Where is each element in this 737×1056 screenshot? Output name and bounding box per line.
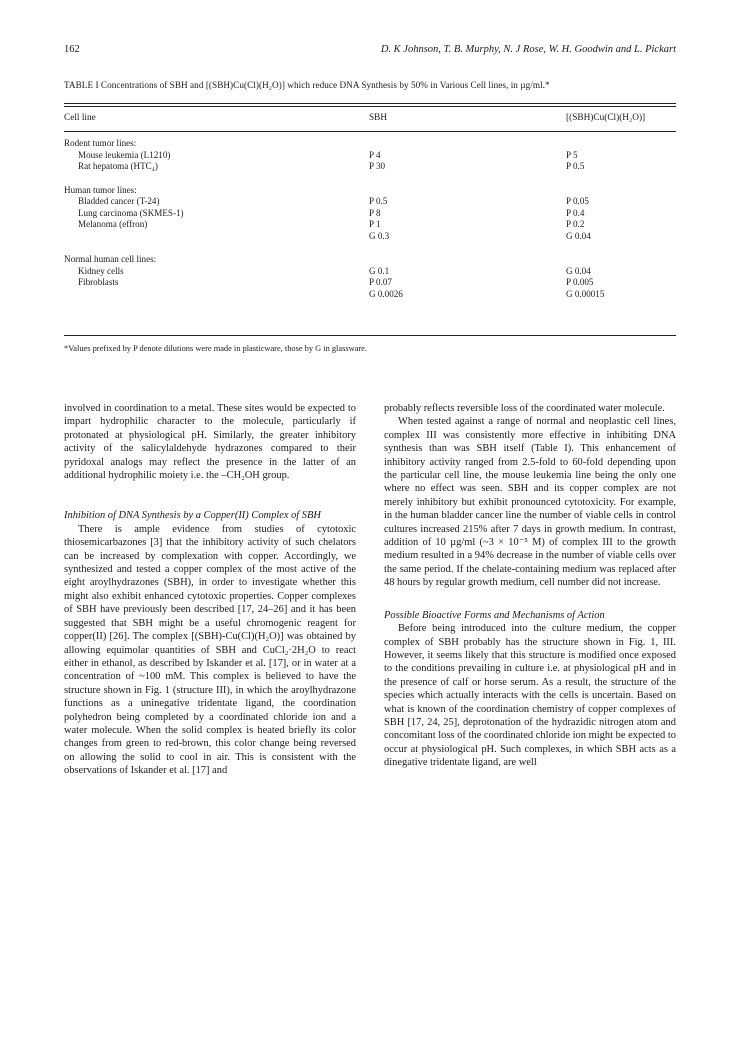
- cell-sbh: P 1: [369, 219, 381, 229]
- table-row: [64, 208, 676, 220]
- running-head: [64, 44, 676, 55]
- cell-complex: G 0.04: [566, 230, 591, 241]
- paragraph: There is ample evidence from studies of cytotoxic thiosemicarbazones [3] that the inhibitory activity of such chelators can be increased by complexation with copper. Accordingly, we synthesized and tested a copper complex of the most active of the eight aroylhydrazones (SBH), in order to investigate whether this might also exhibit enhanced cytotoxic properties. Copper complexes of SBH have previously been described [17, 24–26] and it has been suggested that SBH might be a useful chromogenic reagent for copper(II) [26]. The complex [(SBH)-Cu(Cl)(H₂O)] was obtained by allowing equimolar quantities of SBH and CuCl₂·2H₂O to react either in ethanol, as described by Iskander et al. [17], or in water at a concentration of ~100 mM. This complex is believed to have the structure shown in Fig. 1 (structure III), in which the aroylhydrazone functions as a uninegative tridentate ligand, the coordination polyhedron being completed by a coordinated chloride ion and a water molecule. When the solid complex is heated briefly its color changes from green to red-brown, this color change being reversed on allowing the solid to cool in air. This is consistent with the observations of Iskander et al. [17] and: [64, 523, 356, 777]
- table-row: [64, 231, 676, 243]
- cell-sbh: P 0.5: [369, 196, 388, 206]
- cell-complex: P 0.2: [566, 219, 585, 229]
- table-row: [64, 196, 676, 208]
- cell-complex: P 0.05: [566, 196, 589, 206]
- table-group-heading: Normal human cell lines:: [64, 254, 157, 264]
- table-body: [64, 138, 676, 300]
- running-head-authors: D. K Johnson, T. B. Murphy, N. J Rose, W. H. Goodwin and L. Pickart: [380, 44, 676, 55]
- table-header-rule: [64, 131, 676, 132]
- section-heading: Inhibition of DNA Synthesis by a Copper(II) Complex of SBH: [64, 510, 321, 522]
- cell-sbh: P 4: [369, 149, 381, 160]
- paragraph: When tested against a range of normal and neoplastic cell lines, complex III was consistently more effective in inhibiting DNA synthesis than was SBH itself (Table I). This enhancement of inhibitory activity ranged from 2.5-fold to 60-fold depending upon the particular cell line, the mouse leukemia line being the only one where no effect was seen. SBH and its copper complex are not merely inhibitory but exhibit pronounced cytotoxicity. For example, in the human bladder cancer line the number of viable cells in control cultures increased 215% after 7 days in growth medium. In contrast, addition of 10 µg/ml (~3 × 10⁻⁵ M) of complex III to the growth medium resulted in a 94% decrease in the number of viable cells over the same period. If the chelate-containing medium was replaced after 48 hours by regular growth medium, cell number did not increase.: [384, 416, 676, 589]
- cell-sbh: G 0.0026: [369, 288, 403, 299]
- left-text-column: [64, 402, 356, 778]
- page-number: 162: [64, 44, 80, 55]
- cell-sbh: P 30: [369, 161, 386, 171]
- table-row: [64, 289, 676, 301]
- table-row: [64, 161, 676, 173]
- cell-complex: P 0.005: [566, 277, 594, 287]
- col-header-cell-line: Cell line: [64, 113, 96, 123]
- cell-sbh: G 0.1: [369, 265, 390, 276]
- cell-line-name: Melanoma (effron): [78, 219, 148, 229]
- paragraph: involved in coordination to a metal. These sites would be expected to impart hydrophilic character to the molecule, particularly if protonated at physiological pH. Similarly, the greater inhibitory activity of the salicylaldehyde hydrazones compared to their pyridoxal analogs may reflect the presence in the latter of an additional hydrophilic moiety i.e. the –CH₂OH group.: [64, 403, 356, 482]
- table-title: TABLE I Concentrations of SBH and [(SBH)Cu(Cl)(H₂O)] which reduce DNA Synthesis by 50% in Various Cell lines, in µg/ml.*: [64, 80, 550, 90]
- cell-complex: P 0.5: [566, 161, 585, 171]
- cell-sbh: P 0.07: [369, 277, 392, 287]
- paragraph: probably reflects reversible loss of the coordinated water molecule.: [384, 403, 665, 414]
- paragraph: Before being introduced into the culture medium, the copper complex of SBH probably has the structure shown in Fig. 1, III. However, it seems likely that this structure is modified once exposed to the conditions prevailing in culture i.e. at physiological pH and in the presence of calf or horse serum. As a result, the structure of the species which actually interacts with the cells is uncertain. Based on what is known of the coordination chemistry of copper complexes of SBH [17, 24, 25], deprotonation of the hydrazidic nitrogen atom and concomitant loss of the coordinated chloride ion might be expected to occur at physiological pH. Such complexes, in which SBH acts as a dinegative tridentate ligand, are well: [384, 623, 676, 769]
- cell-complex: G 0.04: [566, 265, 591, 276]
- section-heading: Possible Bioactive Forms and Mechanisms of Action: [384, 609, 605, 621]
- cell-line-name: Bladded cancer (T-24): [78, 196, 160, 206]
- table-row: [64, 266, 676, 278]
- table-footnote: *Values prefixed by P denote dilutions were made in plasticware, those by G in glassware.: [64, 344, 367, 353]
- cell-line-name: Kidney cells: [78, 265, 124, 276]
- cell-complex: G 0.00015: [566, 288, 605, 299]
- cell-line-name: Fibroblasts: [78, 277, 119, 287]
- col-header-complex: [(SBH)Cu(Cl)(H₂O)]: [566, 113, 646, 123]
- cell-line-name: Lung carcinoma (SKMES-1): [78, 207, 184, 218]
- cell-line-name: Rat hepatoma (HTC₄): [78, 161, 158, 171]
- table-group-heading: Human tumor lines:: [64, 184, 137, 195]
- table-row: [64, 219, 676, 231]
- table-top-rule-2: [64, 106, 676, 107]
- col-header-sbh: SBH: [369, 113, 388, 123]
- table-row: [64, 277, 676, 289]
- table-top-rule: [64, 103, 676, 104]
- cell-complex: P 0.4: [566, 207, 585, 218]
- cell-line-name: Mouse leukemia (L1210): [78, 149, 171, 160]
- right-text-column: [384, 402, 676, 770]
- table-bottom-rule: [64, 335, 676, 336]
- cell-complex: P 5: [566, 149, 578, 160]
- table-row: [64, 150, 676, 162]
- cell-sbh: P 8: [369, 207, 381, 218]
- table-group-heading: Rodent tumor lines:: [64, 138, 137, 148]
- cell-sbh: G 0.3: [369, 230, 390, 241]
